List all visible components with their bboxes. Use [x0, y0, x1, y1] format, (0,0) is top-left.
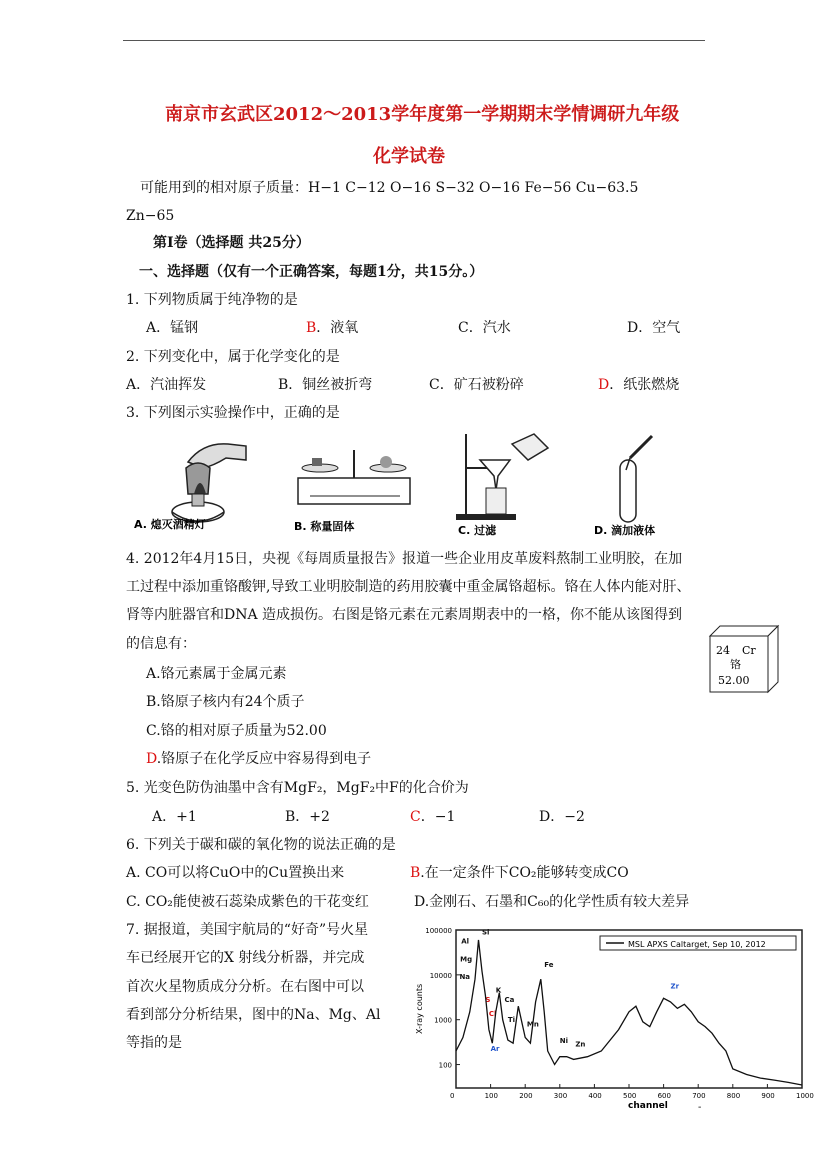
- peak-label-s: S: [485, 995, 491, 1004]
- apxs-spectrum-chart: [410, 926, 814, 1111]
- q5-option-c-text: ．−1: [420, 809, 456, 825]
- x-tick-label: 500: [623, 1092, 637, 1100]
- figure-balance: [290, 440, 420, 540]
- q1-option-b: B．液氧: [306, 320, 359, 336]
- figure-alcohol-lamp: [128, 432, 258, 540]
- q1-option-b-text: ．液氧: [316, 320, 359, 336]
- peak-label-zr: Zr: [670, 982, 680, 991]
- q4-option-b: B.铬原子核内有24个质子: [146, 694, 305, 710]
- element-symbol: Cr: [742, 644, 756, 657]
- x-tick-label: 200: [519, 1092, 533, 1100]
- x-tick-label: 300: [553, 1092, 568, 1100]
- q5-option-d: D．−2: [539, 809, 585, 825]
- q3-caption-d: D. 滴加液体: [594, 524, 656, 537]
- q1-option-c: C．汽水: [458, 320, 511, 336]
- q6-option-b-text: .在一定条件下CO₂能够转变成CO: [420, 865, 629, 881]
- atomic-mass-line2: Zn−65: [126, 208, 175, 224]
- q7-line1: 7. 据报道，美国宇航局的“好奇”号火星: [126, 922, 369, 938]
- element-cell-cr: [702, 624, 782, 694]
- q6-option-d: D.金刚石、石墨和C₆₀的化学性质有较大差异: [414, 894, 690, 910]
- q2-option-d-text: ．纸张燃烧: [609, 377, 680, 393]
- q2-option-d: D．纸张燃烧: [598, 377, 680, 393]
- peak-label-mn: Mn: [526, 1020, 539, 1029]
- q4-stem-line2: 工过程中添加重铬酸钾,导致工业明胶制造的药用胶囊中重金属铬超标。铬在人体内能对肝、: [126, 579, 691, 595]
- figure-filtration: [452, 430, 562, 540]
- q7-line5: 等指的是: [126, 1035, 182, 1051]
- page-mark: -: [698, 1102, 702, 1113]
- header-rule: [123, 40, 705, 41]
- peak-label-cl: Cl: [488, 1010, 497, 1019]
- peak-label-ni: Ni: [559, 1037, 569, 1046]
- chart-y-label: X-ray counts: [415, 983, 424, 1034]
- q6-option-a: A. CO可以将CuO中的Cu置换出来: [126, 865, 345, 881]
- q4-stem-line1: 4. 2012年4月15日，央视《每周质量报告》报道一些企业用皮革废料熬制工业明胶，在加: [126, 551, 683, 567]
- q4-stem-line4: 的信息有：: [126, 636, 196, 652]
- element-number: 24: [716, 644, 730, 657]
- chart-plot-frame: [456, 930, 802, 1088]
- atomic-mass-line1: 可能用到的相对原子质量：H−1 C−12 O−16 S−32 O−16 Fe−56 Cu−63.5: [140, 180, 639, 196]
- q6-stem: 6. 下列关于碳和碳的氧化物的说法正确的是: [126, 837, 396, 853]
- q6-option-c: C. CO₂能使被石蕊染成紫色的干花变红: [126, 894, 369, 910]
- q1-option-d: D．空气: [627, 320, 681, 336]
- q3-caption-a: A. 熄灭酒精灯: [134, 518, 206, 531]
- x-tick-label: 800: [726, 1092, 741, 1100]
- q2-option-a: A．汽油挥发: [126, 377, 207, 393]
- q6-option-b: B.在一定条件下CO₂能够转变成CO: [410, 865, 629, 881]
- figure-dropper: [590, 430, 700, 540]
- peak-label-si: Si: [481, 928, 490, 937]
- q3-stem: 3. 下列图示实验操作中，正确的是: [126, 405, 340, 421]
- peak-label-al: Al: [461, 937, 470, 946]
- q4-option-d-text: .铬原子在化学反应中容易得到电子: [156, 751, 372, 767]
- peak-label-na: Na: [459, 973, 471, 982]
- exam-title-line1: 南京市玄武区2012～2013学年度第一学期期末学情调研九年级: [165, 104, 680, 125]
- peak-label-k: K: [495, 986, 502, 995]
- q7-line4: 看到部分分析结果，图中的Na、Mg、Al: [126, 1007, 381, 1023]
- part-title: 第Ⅰ卷（选择题 共25分）: [153, 235, 310, 251]
- peak-label-fe: Fe: [544, 960, 554, 969]
- x-tick-label: 0: [450, 1092, 455, 1100]
- q3-caption-b: B. 称量固体: [294, 520, 355, 533]
- q2-stem: 2. 下列变化中，属于化学变化的是: [126, 349, 340, 365]
- q5-option-c: C．−1: [410, 809, 456, 825]
- q2-option-c: C．矿石被粉碎: [429, 377, 524, 393]
- q5-option-a: A．+1: [152, 809, 197, 825]
- peak-label-ti: Ti: [507, 1015, 516, 1024]
- y-tick-label: 100000: [425, 927, 452, 935]
- q1-option-a: A．锰钢: [146, 320, 199, 336]
- y-tick-label: 10000: [429, 971, 452, 980]
- q7-line3: 首次火星物质成分分析。在右图中可以: [126, 979, 364, 995]
- x-tick-label: 900: [761, 1092, 775, 1100]
- q5-stem: 5. 光变色防伪油墨中含有MgF₂，MgF₂中F的化合价为: [126, 780, 469, 796]
- y-tick-label: 1000: [434, 1016, 452, 1025]
- peak-label-zn: Zn: [575, 1040, 586, 1049]
- element-mass: 52.00: [718, 674, 750, 687]
- section-title: 一、选择题（仅有一个正确答案，每题1分，共15分。）: [139, 264, 484, 280]
- element-name: 铬: [730, 658, 741, 671]
- x-tick-label: 100: [484, 1092, 498, 1100]
- q3-caption-c: C. 过滤: [458, 524, 497, 537]
- chart-legend-text: MSL APXS Caltarget, Sep 10, 2012: [628, 940, 766, 949]
- q2-option-b: B．铜丝被折弯: [278, 377, 373, 393]
- q7-line2: 车已经展开它的X 射线分析器，并完成: [126, 950, 365, 966]
- peak-label-ca: Ca: [504, 995, 515, 1004]
- q4-option-d: D.铬原子在化学反应中容易得到电子: [146, 751, 372, 767]
- exam-title-line2: 化学试卷: [373, 146, 445, 167]
- q4-stem-line3: 肾等内脏器官和DNA 造成损伤。右图是铬元素在元素周期表中的一格，你不能从该图得到: [126, 607, 683, 623]
- peak-label-mg: Mg: [460, 955, 473, 964]
- x-tick-label: 700: [692, 1092, 706, 1100]
- q4-option-c: C.铬的相对原子质量为52.00: [146, 723, 327, 739]
- chart-x-label: channel: [628, 1101, 668, 1111]
- x-tick-label: 600: [657, 1092, 671, 1100]
- q5-option-b: B．+2: [285, 809, 330, 825]
- q4-option-a: A.铬元素属于金属元素: [146, 666, 287, 682]
- peak-label-ar: Ar: [490, 1045, 500, 1054]
- q1-stem: 1. 下列物质属于纯净物的是: [126, 292, 298, 308]
- x-tick-label: 400: [588, 1092, 602, 1100]
- x-tick-label: 1000: [796, 1092, 814, 1100]
- y-tick-label: 100: [438, 1061, 452, 1070]
